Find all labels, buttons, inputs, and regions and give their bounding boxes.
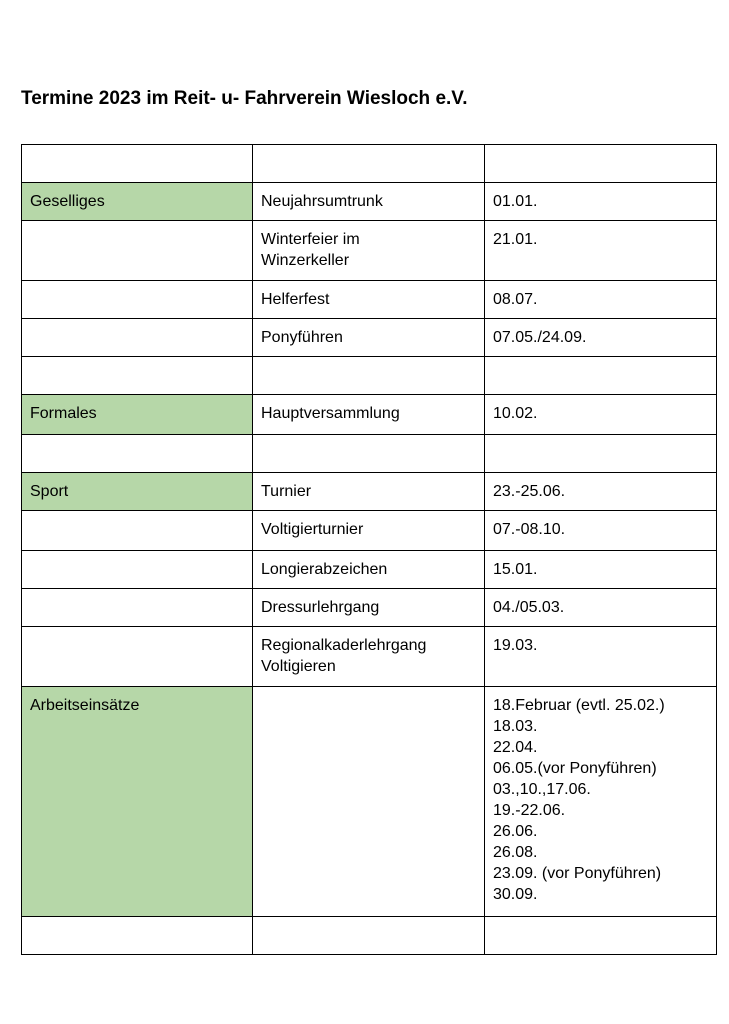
table-row (22, 917, 717, 955)
event-cell: Neujahrsumtrunk (253, 183, 485, 221)
category-cell (22, 319, 253, 357)
category-cell (22, 917, 253, 955)
table-row (22, 221, 717, 281)
date-cell (485, 357, 717, 395)
category-cell: Arbeitseinsätze (22, 687, 253, 917)
table-row (22, 551, 717, 589)
event-cell (253, 145, 485, 183)
date-cell: 23.-25.06. (485, 473, 717, 511)
table-row (22, 395, 717, 435)
category-cell (22, 627, 253, 687)
event-cell: Longierabzeichen (253, 551, 485, 589)
date-cell: 08.07. (485, 281, 717, 319)
date-cell: 18.Februar (evtl. 25.02.) 18.03. 22.04. 06.05.(vor Ponyführen) 03.,10.,17.06. 19.-22.06. 26.06. 26.08. 23.09. (vor Ponyführen) 30.09. (485, 687, 717, 917)
date-cell: 04./05.03. (485, 589, 717, 627)
date-cell (485, 145, 717, 183)
event-cell: Ponyführen (253, 319, 485, 357)
table-row (22, 183, 717, 221)
category-cell (22, 435, 253, 473)
table-row (22, 281, 717, 319)
event-cell: Helferfest (253, 281, 485, 319)
category-cell: Formales (22, 395, 253, 435)
event-cell: Winterfeier im Winzerkeller (253, 221, 485, 281)
table-row (22, 357, 717, 395)
date-cell: 07.05./24.09. (485, 319, 717, 357)
event-cell: Regionalkaderlehrgang Voltigieren (253, 627, 485, 687)
event-cell (253, 435, 485, 473)
date-cell: 07.-08.10. (485, 511, 717, 551)
category-cell (22, 551, 253, 589)
category-cell: Sport (22, 473, 253, 511)
table-row (22, 627, 717, 687)
date-cell (485, 435, 717, 473)
category-cell (22, 511, 253, 551)
table-row (22, 473, 717, 511)
event-cell: Voltigierturnier (253, 511, 485, 551)
events-table-body (22, 145, 717, 955)
date-cell: 21.01. (485, 221, 717, 281)
page-title: Termine 2023 im Reit- u- Fahrverein Wiesloch e.V. (21, 88, 468, 109)
event-cell (253, 357, 485, 395)
event-cell (253, 917, 485, 955)
table-row (22, 687, 717, 917)
category-cell (22, 145, 253, 183)
date-cell: 15.01. (485, 551, 717, 589)
table-row (22, 319, 717, 357)
date-cell (485, 917, 717, 955)
table-row (22, 435, 717, 473)
date-cell: 10.02. (485, 395, 717, 435)
date-cell: 19.03. (485, 627, 717, 687)
table-row (22, 511, 717, 551)
table-row (22, 145, 717, 183)
event-cell (253, 687, 485, 917)
event-cell: Hauptversammlung (253, 395, 485, 435)
category-cell (22, 221, 253, 281)
event-cell: Turnier (253, 473, 485, 511)
category-cell (22, 357, 253, 395)
table-row (22, 589, 717, 627)
category-cell: Geselliges (22, 183, 253, 221)
date-cell: 01.01. (485, 183, 717, 221)
event-cell: Dressurlehrgang (253, 589, 485, 627)
events-table (21, 144, 717, 955)
category-cell (22, 281, 253, 319)
category-cell (22, 589, 253, 627)
